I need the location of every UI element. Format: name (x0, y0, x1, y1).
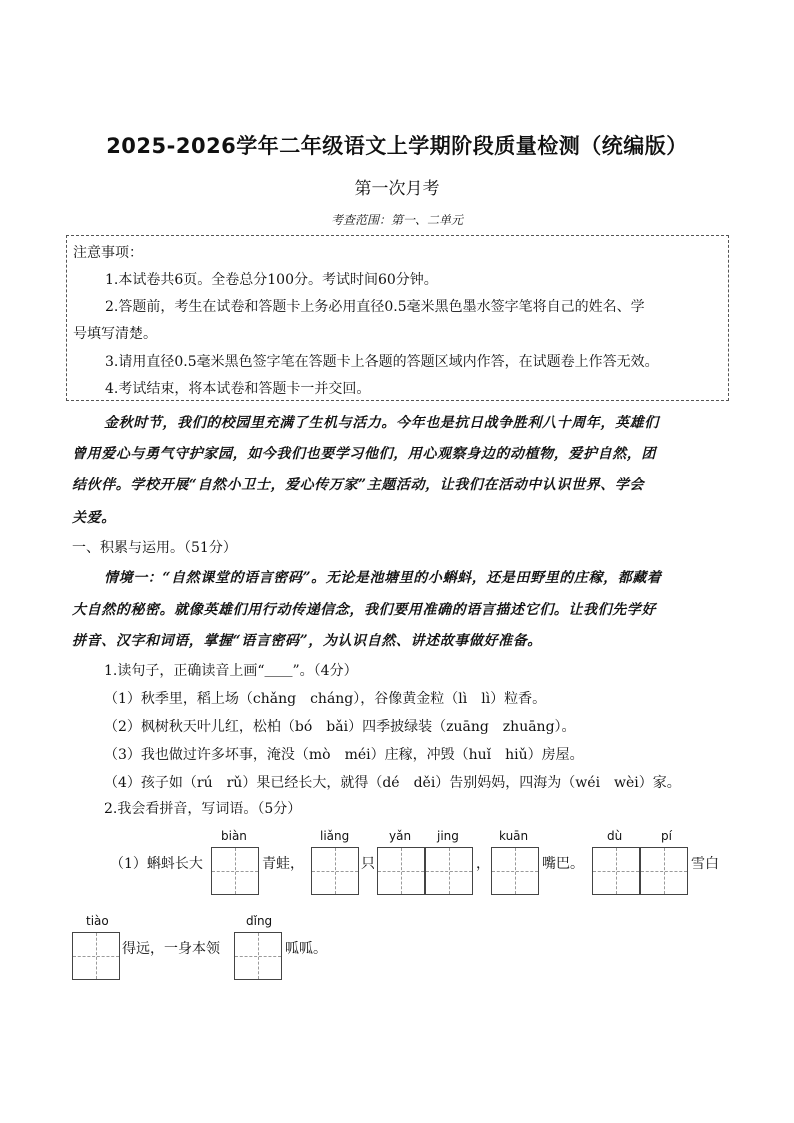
question-2-text: 得远，一身本领 (122, 941, 220, 957)
question-2-text: 雪白 (691, 856, 719, 872)
context-line: 情境一：“自然课堂的语言密码”。无论是池塘里的小蝌蚪，还是田野里的庄稼，都藏着 (104, 570, 662, 586)
writing-box[interactable] (72, 932, 120, 980)
question-2-text: ， (476, 856, 490, 872)
exam-scope: 考查范围：第一、二单元 (330, 213, 463, 227)
notice-heading: 注意事项： (73, 245, 143, 261)
writing-box[interactable] (491, 847, 539, 895)
context-line: 拼音、汉字和词语，掌握“语言密码”，为认识自然、讲述故事做好准备。 (72, 633, 542, 649)
writing-box[interactable] (640, 847, 688, 895)
pinyin-label: yǎn (389, 829, 412, 843)
pinyin-label: liǎng (320, 829, 350, 843)
intro-line: 曾用爱心与勇气守护家园，如今我们也要学习他们，用心观察身边的动植物，爱护自然，团 (72, 446, 656, 462)
writing-box[interactable] (311, 847, 359, 895)
writing-box[interactable] (592, 847, 640, 895)
question-1-item: （1）秋季里，稻上场（chǎng cháng），谷像黄金粒（lì lì）粒香。 (104, 691, 547, 707)
pinyin-label: dù (607, 829, 623, 843)
intro-line: 结伙伴。学校开展“自然小卫士，爱心传万家”主题活动，让我们在活动中认识世界、学会 (72, 477, 645, 493)
notice-box (66, 235, 729, 401)
intro-line: 金秋时节，我们的校园里充满了生机与活力。今年也是抗日战争胜利八十周年，英雄们 (104, 415, 659, 431)
writing-box[interactable] (377, 847, 425, 895)
writing-box[interactable] (211, 847, 259, 895)
section-heading: 一、积累与运用。（51分） (72, 540, 237, 556)
question-2-text: 嘴巴。 (542, 856, 584, 872)
pinyin-label: jing (437, 829, 459, 843)
notice-item: 1.本试卷共6页。全卷总分100分。考试时间60分钟。 (105, 272, 438, 288)
writing-box[interactable] (425, 847, 473, 895)
pinyin-label: kuān (499, 829, 529, 843)
writing-box[interactable] (234, 932, 282, 980)
question-2-text: 青蛙， (262, 856, 304, 872)
question-1-stem: 1.读句子，正确读音上画“＿＿”。（4分） (104, 663, 358, 679)
question-2-text: （1）蝌蚪长大 (110, 856, 203, 872)
question-1-item: （3）我也做过许多坏事，淹没（mò méi）庄稼，冲毁（huǐ hiǔ）房屋。 (104, 747, 584, 763)
notice-item: 3.请用直径0.5毫米黑色签字笔在答题卡上各题的答题区域内作答，在试题卷上作答无效。 (105, 354, 659, 370)
notice-item: 4.考试结束，将本试卷和答题卡一并交回。 (105, 381, 371, 397)
pinyin-label: dǐng (246, 914, 273, 928)
exam-title: 2025-2026学年二年级语文上学期阶段质量检测（统编版） (106, 134, 688, 158)
exam-subtitle: 第一次月考 (354, 179, 440, 199)
pinyin-label: biàn (221, 829, 247, 843)
question-2-text: 呱呱。 (285, 941, 327, 957)
intro-line: 关爱。 (72, 510, 116, 526)
pinyin-label: tiào (86, 914, 109, 928)
notice-item: 号填写清楚。 (73, 326, 157, 342)
question-1-item: （2）枫树秋天叶儿红，松柏（bó bǎi）四季披绿装（zuāng zhuāng）。 (104, 719, 576, 735)
context-line: 大自然的秘密。就像英雄们用行动传递信念，我们要用准确的语言描述它们。让我们先学好 (72, 602, 656, 618)
question-2-stem: 2.我会看拼音，写词语。（5分） (104, 801, 302, 817)
notice-item: 2.答题前，考生在试卷和答题卡上务必用直径0.5毫米黑色墨水签字笔将自己的姓名、学 (105, 299, 645, 315)
question-1-item: （4）孩子如（rú rǔ）果已经长大，就得（dé děi）告别妈妈，四海为（wéi wèi）家。 (104, 775, 681, 791)
pinyin-label: pí (661, 829, 672, 843)
question-2-text: 只 (361, 856, 375, 872)
